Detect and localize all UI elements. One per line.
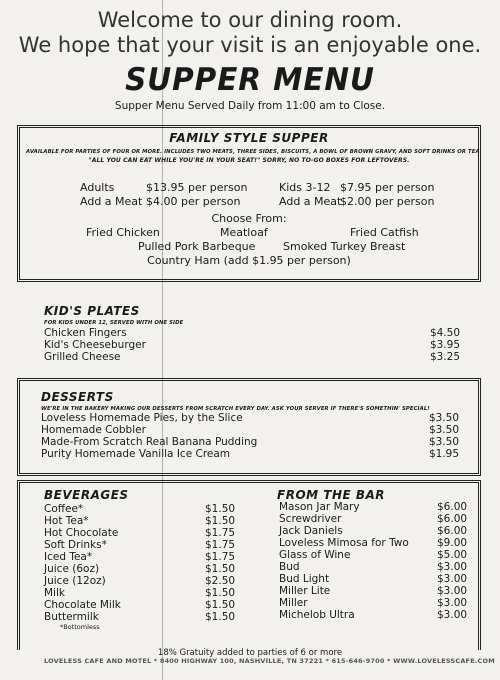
item-name: Glass of Wine: [279, 549, 351, 561]
item-price: $3.25: [429, 351, 460, 363]
item-price: $1.75: [205, 539, 236, 551]
item-name: Juice (12oz): [44, 575, 106, 587]
footer-address: LOVELESS CAFE AND MOTEL * 8400 HIGHWAY 100, NASHVILLE, TN 37221 * 615-646-9700 * WWW.LOVELESSCAFE.COM: [44, 657, 495, 665]
item-price: $5.00: [437, 549, 468, 561]
item-name: Homemade Cobbler: [41, 424, 146, 436]
list-item: [44, 351, 460, 363]
family-style-section: [17, 125, 481, 282]
item-price: $3.00: [437, 561, 468, 573]
list-item: [41, 448, 459, 460]
list-item: [41, 424, 459, 436]
choice-pulled-pork: Pulled Pork Barbeque: [138, 240, 256, 253]
item-name: Soft Drinks*: [44, 539, 107, 551]
item-price: $1.75: [205, 527, 236, 539]
add-meat-kids-price: $2.00 per person: [340, 195, 435, 208]
bottomless-note: *Bottomless: [60, 623, 100, 631]
item-price: $6.00: [437, 513, 468, 525]
choice-fried-chicken: Fried Chicken: [86, 226, 160, 239]
item-price: $2.50: [205, 575, 236, 587]
list-item: [41, 436, 459, 448]
bar-heading: FROM THE BAR: [277, 488, 386, 502]
item-name: Miller Lite: [279, 585, 331, 597]
kids-label: Kids 3-12: [279, 181, 331, 194]
kids-price: $7.95 per person: [340, 181, 435, 194]
item-price: $3.50: [428, 412, 459, 424]
welcome-line-1: Welcome to our dining room.: [97, 8, 403, 32]
item-name: Mason Jar Mary: [279, 501, 360, 513]
choice-country-ham: Country Ham (add $1.95 per person): [147, 254, 351, 267]
item-price: $9.00: [437, 537, 468, 549]
kids-heading: KID'S PLATES: [44, 304, 140, 318]
item-name: Jack Daniels: [279, 525, 343, 537]
beverages-heading: BEVERAGES: [44, 488, 129, 502]
item-price: $3.00: [437, 597, 468, 609]
gratuity-note: 18% Gratuity added to parties of 6 or more: [157, 648, 343, 658]
item-name: Iced Tea*: [44, 551, 93, 563]
item-name: Michelob Ultra: [279, 609, 355, 621]
menu-title: SUPPER MENU: [125, 62, 375, 98]
item-name: Coffee*: [44, 503, 84, 515]
item-name: Chicken Fingers: [44, 327, 127, 339]
item-name: Juice (6oz): [44, 563, 100, 575]
item-price: $3.00: [437, 585, 468, 597]
item-price: $3.95: [429, 339, 460, 351]
item-name: Screwdriver: [279, 513, 342, 525]
adults-label: Adults: [80, 181, 115, 194]
item-name: Hot Chocolate: [44, 527, 119, 539]
item-name: Grilled Cheese: [44, 351, 121, 363]
item-price: $3.00: [437, 573, 468, 585]
served-hours: Supper Menu Served Daily from 11:00 am to Close.: [114, 100, 386, 112]
item-price: $4.50: [429, 327, 460, 339]
add-meat-adult-label: Add a Meat: [80, 195, 143, 208]
item-name: Kid's Cheeseburger: [44, 339, 146, 351]
item-price: $3.00: [437, 609, 468, 621]
desserts-subhead: WE'RE IN THE BAKERY MAKING OUR DESSERTS FROM SCRATCH EVERY DAY. ASK YOUR SERVER IF THERE'S SOMETHIN' SPECIAL!: [41, 406, 430, 412]
item-price: $1.50: [205, 503, 236, 515]
item-name: Bud: [279, 561, 300, 573]
item-price: $3.50: [428, 424, 459, 436]
family-eat-note: "ALL YOU CAN EAT WHILE YOU'RE IN YOUR SEAT!" SORRY, NO TO-GO BOXES FOR LEFTOVERS.: [88, 157, 410, 164]
family-heading: FAMILY STYLE SUPPER: [169, 131, 329, 145]
item-name: Purity Homemade Vanilla Ice Cream: [41, 448, 231, 460]
item-name: Bud Light: [279, 573, 330, 585]
item-price: $1.50: [205, 563, 236, 575]
add-meat-kids-label: Add a Meat: [279, 195, 342, 208]
item-price: $6.00: [437, 501, 468, 513]
choose-from-label: Choose From:: [211, 212, 287, 225]
desserts-heading: DESSERTS: [41, 390, 114, 404]
item-name: Made-From Scratch Real Banana Pudding: [41, 436, 258, 448]
list-item: [44, 339, 460, 351]
item-name: Chocolate Milk: [44, 599, 121, 611]
choice-fried-catfish: Fried Catfish: [350, 226, 419, 239]
item-name: Loveless Homemade Pies, by the Slice: [41, 412, 243, 424]
item-name: Buttermilk: [44, 611, 99, 623]
list-item: [44, 327, 460, 339]
family-description: AVAILABLE FOR PARTIES OF FOUR OR MORE. INCLUDES TWO MEATS, THREE SIDES, BISCUITS, A BOWL OF BROWN GRAVY, AND SOFT DRINKS OR TEA.: [26, 149, 482, 155]
item-name: Loveless Mimosa for Two: [279, 537, 409, 549]
item-price: $1.50: [205, 587, 236, 599]
welcome-line-2: We hope that your visit is an enjoyable one.: [18, 33, 482, 57]
item-price: $1.75: [205, 551, 236, 563]
item-price: $1.95: [428, 448, 459, 460]
item-price: $6.00: [437, 525, 468, 537]
add-meat-adult-price: $4.00 per person: [146, 195, 241, 208]
choice-meatloaf: Meatloaf: [220, 226, 268, 239]
list-item: [41, 412, 459, 424]
item-name: Milk: [44, 587, 65, 599]
item-price: $1.50: [205, 599, 236, 611]
kids-subhead: FOR KIDS UNDER 12, SERVED WITH ONE SIDE: [44, 320, 184, 326]
adults-price: $13.95 per person: [146, 181, 248, 194]
item-price: $1.50: [205, 515, 236, 527]
item-price: $1.50: [205, 611, 236, 623]
item-price: $3.50: [428, 436, 459, 448]
item-name: Miller: [279, 597, 308, 609]
choice-smoked-turkey: Smoked Turkey Breast: [283, 240, 406, 253]
item-name: Hot Tea*: [44, 515, 89, 527]
